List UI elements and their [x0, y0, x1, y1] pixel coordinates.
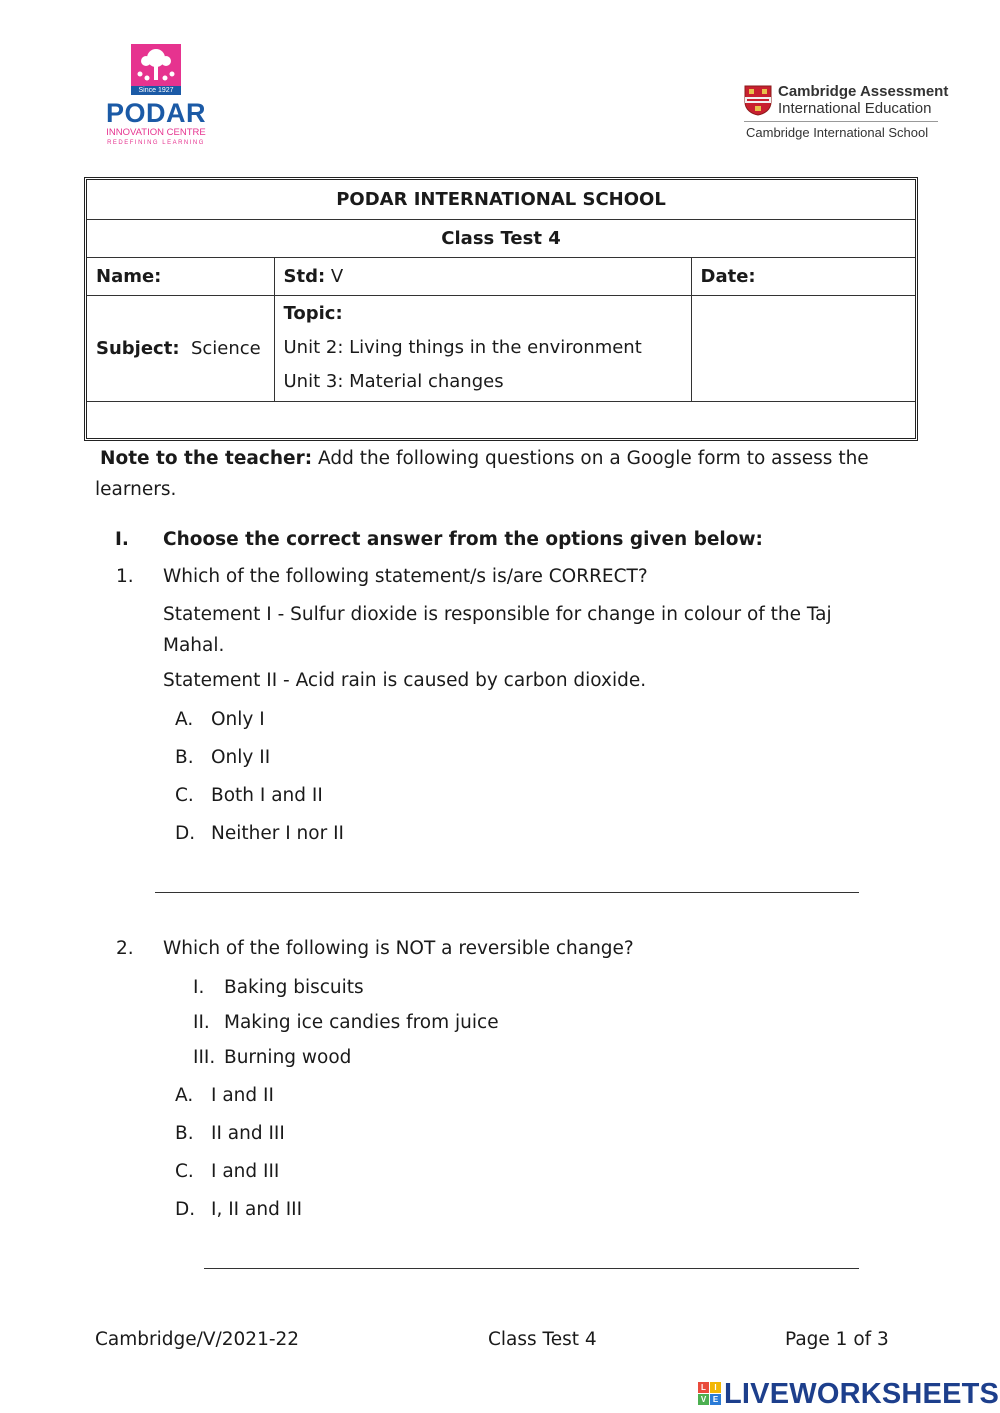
q2-option-b[interactable]: II and III [211, 1123, 285, 1144]
q1-option-c[interactable]: Both I and II [211, 785, 323, 806]
name-cell[interactable] [87, 257, 274, 295]
footer-page-number: Page 1 of 3 [785, 1329, 889, 1350]
q2-item-2: Making ice candies from juice [224, 1012, 499, 1033]
footer-code: Cambridge/V/2021-22 [95, 1329, 300, 1350]
q1-statement2: Statement II - Acid rain is caused by carbon dioxide. [163, 670, 647, 691]
topic-label: Topic: [283, 303, 343, 324]
name-label: Name: [96, 265, 162, 287]
q2-option-a[interactable]: I and II [211, 1085, 274, 1106]
cambridge-logo [744, 83, 949, 145]
podar-subtitle: INNOVATION CENTRE [106, 127, 206, 138]
q2-number: 2. [116, 938, 134, 959]
q1-text: Which of the following statement/s is/are CORRECT? [163, 566, 648, 587]
cambridge-line1: Cambridge Assessment [778, 83, 949, 100]
q2-text: Which of the following is NOT a reversible change? [163, 938, 634, 959]
liveworksheets-wordmark: LIVEWORKSHEETS [724, 1378, 1000, 1410]
q2-item-1-numeral: I. [193, 977, 205, 998]
q2-option-d-letter[interactable]: D. [175, 1199, 196, 1220]
q1-option-d[interactable]: Neither I nor II [211, 823, 344, 844]
q1-option-a-letter[interactable]: A. [175, 709, 194, 730]
q1-option-a[interactable]: Only I [211, 709, 265, 730]
podar-name: PODAR [105, 98, 206, 128]
q2-item-3-numeral: III. [193, 1047, 216, 1068]
q2-item-1: Baking biscuits [224, 977, 364, 998]
std-label: Std: [283, 265, 326, 287]
subject-value: Science [190, 337, 261, 359]
q2-option-b-letter[interactable]: B. [175, 1123, 194, 1144]
q2-option-c-letter[interactable]: C. [175, 1161, 194, 1182]
date-label: Date: [700, 265, 756, 287]
std-cell [274, 257, 691, 295]
q1-statement1: Statement I - Sulfur dioxide is responsible for change in colour of the Taj [163, 604, 832, 625]
podar-logo [94, 38, 218, 152]
q2-option-a-letter[interactable]: A. [175, 1085, 194, 1106]
topic-unit-3: Unit 3: Material changes [283, 371, 504, 392]
cambridge-line3: Cambridge International School [746, 125, 929, 140]
answer-line-1 [155, 892, 859, 893]
section-title: Choose the correct answer from the options given below: [163, 529, 763, 550]
test-header-table [84, 177, 918, 441]
q1-option-b-letter[interactable]: B. [175, 747, 194, 768]
teacher-note-text: Add the following questions on a Google form to assess the [318, 448, 869, 469]
cambridge-divider [744, 121, 938, 122]
q1-number: 1. [116, 566, 134, 587]
q2-option-d[interactable]: I, II and III [211, 1199, 303, 1220]
q1-statement1-cont: Mahal. [163, 635, 225, 656]
topic-cell [274, 295, 691, 401]
date-cell[interactable] [691, 257, 915, 295]
subject-label: Subject: [96, 337, 180, 359]
q1-option-b[interactable]: Only II [211, 747, 271, 768]
cambridge-shield-icon [744, 85, 772, 116]
q2-item-3: Burning wood [224, 1047, 352, 1068]
teacher-note-line2: learners. [95, 479, 177, 500]
podar-since: Since 1927 [131, 86, 181, 95]
std-value: V [330, 265, 344, 287]
section-numeral: I. [115, 529, 129, 550]
teacher-note-line1 [100, 443, 869, 474]
liveworksheets-watermark [698, 1378, 998, 1410]
footer-title: Class Test 4 [488, 1329, 597, 1350]
subject-cell [87, 295, 274, 401]
test-title: Class Test 4 [87, 219, 915, 257]
answer-line-2 [204, 1268, 859, 1269]
topic-unit-2: Unit 2: Living things in the environment [283, 337, 642, 358]
blank-row [87, 401, 915, 438]
teacher-note-label: Note to the teacher: [100, 448, 313, 469]
podar-tagline: REDEFINING LEARNING [107, 140, 205, 146]
blank-cell [691, 295, 915, 401]
q2-option-c[interactable]: I and III [211, 1161, 280, 1182]
liveworksheets-badge-icon: L I V E [698, 1382, 722, 1406]
cambridge-line2: International Education [778, 100, 932, 117]
q2-item-2-numeral: II. [193, 1012, 210, 1033]
school-name: PODAR INTERNATIONAL SCHOOL [87, 180, 915, 219]
q1-option-c-letter[interactable]: C. [175, 785, 194, 806]
q1-option-d-letter[interactable]: D. [175, 823, 196, 844]
